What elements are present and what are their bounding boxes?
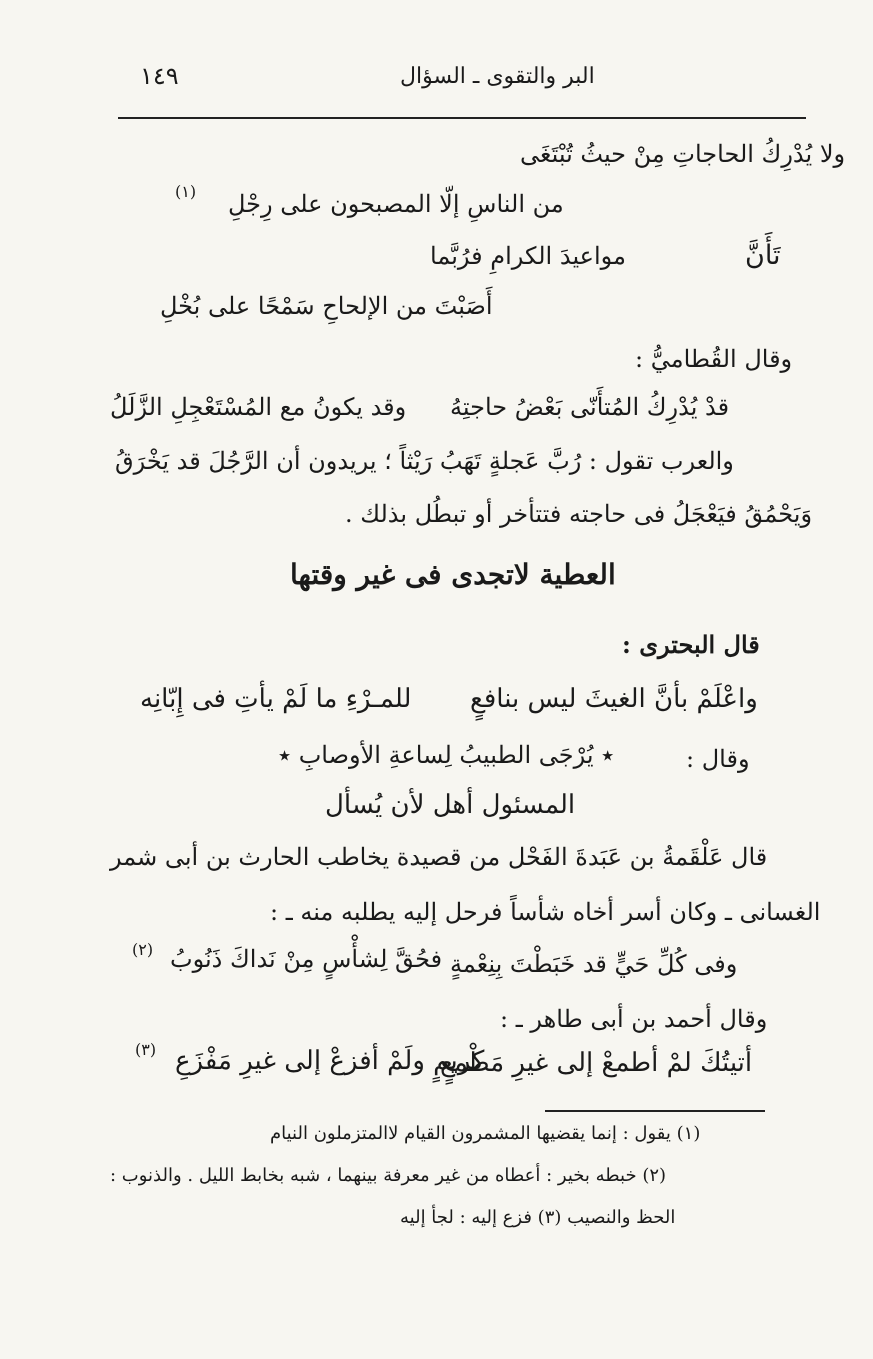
footnote-marker: (٢) <box>132 940 154 959</box>
section-heading: العطية لاتجدى فى غير وقتها <box>290 558 616 591</box>
verse-line: وقد يكونُ مع المُسْتَعْجِلِ الزَّلَلُ <box>110 393 407 421</box>
verse-line: أَصَبْتَ من الإلحاحِ سَمْحًا على بُخْلِ <box>160 292 493 320</box>
verse-line: أتيتُكَ لمْ أطمعْ إلى غيرِ مَطْمعٍ <box>440 1048 753 1078</box>
verse-line: للمـرْءِ ما لَمْ يأتِ فى إِبّانِه <box>140 684 412 714</box>
verse-line: من الناسِ إلّا المصبحون على رِجْلِ <box>228 190 564 218</box>
footnote-marker: (١) <box>175 182 197 201</box>
footnote-marker: (٣) <box>135 1040 157 1059</box>
prose-line: قال عَلْقَمةُ بن عَبَدةَ الفَحْل من قصيدة يخاطب الحارث بن أبى شمر <box>110 843 768 871</box>
prose-line: والعرب تقول : رُبَّ عَجلةٍ تَهَبُ رَيْثاً ؛ يريدون أن الرَّجُلَ قد يَخْرَقُ <box>115 447 734 475</box>
attribution-line: وقال القُطاميُّ : <box>635 345 793 373</box>
attribution-line: قال البحترى : <box>622 630 760 659</box>
verse-line: تَأَنَّ <box>745 240 781 271</box>
verse-line: كريمٍ ولَمْ أفزعْ إلى غيرِ مَفْزَعِ <box>175 1046 485 1076</box>
footnote: (٢) خبطه بخير : أعطاه من غير معرفة بينهما ، شبه بخابط الليل . والذنوب : <box>110 1165 667 1186</box>
section-heading: المسئول أهل لأن يُسأل <box>325 790 576 820</box>
verse-line: مواعيدَ الكرامِ فرُبَّما <box>430 242 626 270</box>
header-rule <box>118 117 806 119</box>
attribution-line: وقال : <box>686 745 750 773</box>
verse-line: ولا يُدْرِكُ الحاجاتِ مِنْ حيثُ تُبْتَغَى <box>520 140 846 168</box>
verse-line: قدْ يُدْرِكُ المُتأَنّى بَعْضُ حاجتِهُ <box>450 393 730 421</box>
verse-line: وفى كُلِّ حَيٍّ قد خَبَطْتَ بِنِعْمةٍ <box>450 950 738 978</box>
running-title: البر والتقوى ـ السؤال <box>400 64 595 89</box>
verse-line: ٭ يُرْجَى الطبيبُ لِساعةِ الأوصابِ ٭ <box>278 741 615 769</box>
footnote: الحظ والنصيب (٣) فزع إليه : لجأ إليه <box>400 1207 676 1228</box>
page-number: ١٤٩ <box>140 62 179 90</box>
footnote-rule <box>545 1110 765 1112</box>
prose-line: وَيَحْمُقُ فيَعْجَلُ فى حاجته فتتأخر أو تبطُل بذلك . <box>345 500 813 528</box>
verse-line: فحُقَّ لِشأْسٍ مِنْ نَداكَ ذَنُوبُ <box>170 945 443 973</box>
prose-line: الغسانى ـ وكان أسر أخاه شأساً فرحل إليه يطلبه منه ـ : <box>270 898 821 926</box>
attribution-line: وقال أحمد بن أبى طاهر ـ : <box>500 1005 768 1033</box>
verse-line: واعْلَمْ بأنَّ الغيثَ ليس بنافعٍ <box>470 684 758 714</box>
footnote: (١) يقول : إنما يقضيها المشمرون القيام لاالمتزملون النيام <box>270 1123 701 1144</box>
